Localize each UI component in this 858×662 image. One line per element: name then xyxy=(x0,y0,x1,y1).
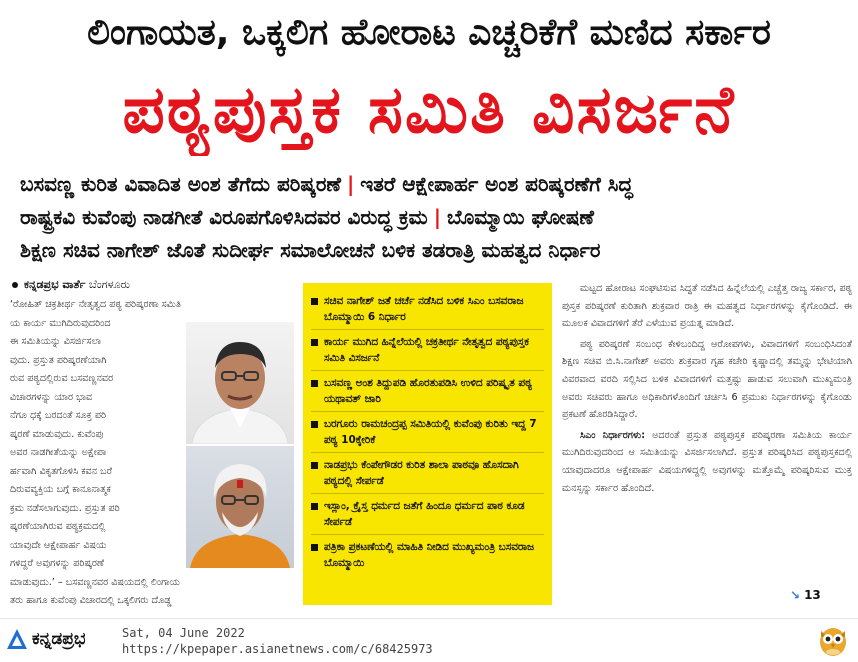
square-bullet-icon xyxy=(311,544,318,551)
highlight-text: ಸಚಿವ ನಾಗೇಶ್ ಜತೆ ಚರ್ಚೆ ನಡೆಸಿದ ಬಳಿಕ ಸಿಎಂ ಬಸವರಾಜ ಬೊಮ್ಮಾಯಿ 6 ನಿರ್ಧಾರ xyxy=(324,295,524,323)
headline-kicker: ಲಿಂಗಾಯತ, ಒಕ್ಕಲಿಗ ಹೋರಾಟ ಎಚ್ಚರಿಕೆಗೆ ಮಣಿದ ಸರ್ಕಾರ xyxy=(87,12,771,53)
right-paragraph-1: ಮಟ್ಟದ ಹೋರಾಟ ಸಂಘಟಿಸುವ ಸಿದ್ಧತೆ ನಡೆಸಿದ ಹಿನ್ನೆಲೆಯಲ್ಲಿ ಎಚ್ಚೆತ್ತ ರಾಜ್ಯ ಸರ್ಕಾರ, ಪಠ್ಯ ಪುಸ್ತಕ ಪರಿಷ್ಕರಣೆ ಕುರಿತಾಗಿ ಶುಕ್ರವಾರ ರಾತ್ರಿ ಈ ಮಹತ್ವದ ನಿರ್ಧಾರಗಳನ್ನು ಕೈಗೊಂಡಿದೆ. ಈ ಮೂಲಕ ವಿವಾದಗಳಿಗೆ ತೆರೆ ಎಳೆಯುವ ಪ್ರಯತ್ನ ಮಾಡಿದೆ. xyxy=(562,283,852,330)
byline xyxy=(10,274,300,296)
highlight-item xyxy=(311,371,544,412)
left-column-line: ಯಾವುದೇ ಆಕ್ಷೇಪಾರ್ಹ ವಿಷಯ xyxy=(10,539,107,551)
left-column-line: ಅವರ ನಾಡಗೀತೆಯನ್ನು ಅಕ್ಷೇಪಾ xyxy=(10,447,107,458)
left-column-line: ರ್ಹವಾಗಿ ವಿಕೃತಗೊಳಿಸಿ ಕವನ ಬರೆ xyxy=(10,465,113,477)
decisions-text: ಅದರಂತೆ ಪ್ರಸ್ತುತ ಪಠ್ಯಪುಸ್ತಕ ಪರಿಷ್ಕರಣಾ ಸಮಿತಿಯ ಕಾರ್ಯ ಮುಗಿದಿರುವುದರಿಂದ ಆ ಸಮಿತಿಯನ್ನು ವಿಸರ್ಜಿಸಲಾಗಿದೆ. ಪ್ರಸ್ತುತ ಪರಿಷ್ಕರಿಸಿದ ಪಠ್ಯಪುಸ್ತಕದಲ್ಲಿ ಯಾವುದಾದರೂ ಆಕ್ಷೇಪಾರ್ಹ ವಿಷಯಗಳಿದ್ದಲ್ಲಿ ಅವುಗಳನ್ನು ಮತ್ತೊಮ್ಮೆ ಪರಿಷ್ಕರಿಸುವ ಮುಕ್ತ ಮನಸ್ಸನ್ನು ಸರ್ಕಾರ ಹೊಂದಿದೆ. xyxy=(562,429,852,494)
subhead-line-2 xyxy=(20,201,840,234)
left-column-line: ಮಾಡುವುದು.’ – ಬಸವಣ್ಣನವರ ವಿಷಯದಲ್ಲಿ ಲಿಂಗಾಯ xyxy=(10,576,180,588)
footer xyxy=(0,618,858,662)
left-column-line: ‘ರೋಹಿತ್ ಚಕ್ರತೀರ್ಥ ನೇತೃತ್ವದ ಪಠ್ಯ ಪರಿಷ್ಕರಣಾ ಸಮಿತಿ xyxy=(10,299,182,310)
highlight-text: ಬರಗೂರು ರಾಮಚಂದ್ರಪ್ಪ ಸಮಿತಿಯಲ್ಲಿ ಕುವೆಂಪು ಕುರಿತು ಇದ್ದ 7 ಪಠ್ಯ 10ಕ್ಕೇರಿಕೆ xyxy=(324,418,537,446)
square-bullet-icon xyxy=(311,462,318,469)
square-bullet-icon xyxy=(311,298,318,305)
left-column-line: ಷ್ಕರಣೆ ಮಾಡುವುದು. ಕುವೆಂಪು xyxy=(10,428,104,440)
highlight-text: ಬಸವಣ್ಣ ಅಂಶ ತಿದ್ದುಪಡಿ ಹೊರತುಪಡಿಸಿ ಉಳಿದ ಪರಿಷ್ಕೃತ ಪಠ್ಯ ಯಥಾವತ್ ಜಾರಿ xyxy=(324,377,532,405)
square-bullet-icon xyxy=(311,503,318,510)
cm-portrait-photo xyxy=(186,322,294,444)
square-bullet-icon xyxy=(311,339,318,346)
highlight-item xyxy=(311,289,544,330)
decisions-lead: ಸಿಎಂ ನಿರ್ಧಾರಗಳು: xyxy=(580,429,646,441)
highlights-box xyxy=(303,283,552,605)
byline-place: ಬೆಂಗಳೂರು xyxy=(88,278,130,291)
highlight-text: ಕಾರ್ಯ ಮುಗಿದ ಹಿನ್ನೆಲೆಯಲ್ಲಿ ಚಕ್ರತೀರ್ಥ ನೇತೃತ್ವದ ಪಠ್ಯಪುಸ್ತಕ ಸಮಿತಿ ವಿಸರ್ಜನೆ xyxy=(324,336,529,364)
highlight-item xyxy=(311,330,544,371)
edition-url-link[interactable]: https://kpepaper.asianetnews.com/c/68425973 xyxy=(122,642,433,656)
right-column xyxy=(562,280,852,606)
bullet-dot-icon xyxy=(12,282,18,288)
byline-source: ಕನ್ನಡಪ್ರಭ ವಾರ್ತೆ xyxy=(24,278,86,291)
owl-icon[interactable] xyxy=(818,623,848,657)
left-column-line: ಷ್ಕರಣೆಯಾಗಿರುವ ಪಠ್ಯಕ್ರಮದಲ್ಲಿ xyxy=(10,521,106,532)
page-number[interactable] xyxy=(790,586,850,604)
kannadaprabha-logo[interactable] xyxy=(6,626,85,652)
left-column-line: ದಿರುವವ್ಯಕ್ತಿಯ ಬಗ್ಗೆ ಕಾನೂನಾತ್ಮಕ xyxy=(10,484,111,495)
highlight-item xyxy=(311,535,544,575)
subhead-2a: ರಾಷ್ಟ್ರಕವಿ ಕುವೆಂಪು ನಾಡಗೀತೆ ವಿರೂಪಗೊಳಿಸಿದವರ ವಿರುದ್ಧ ಕ್ರಮ xyxy=(20,205,428,229)
right-paragraph-3 xyxy=(562,427,852,497)
left-column-line: ವುದು. ಪ್ರಸ್ತುತ ಪರಿಷ್ಕರಣೆಯಾಗಿ xyxy=(10,354,107,366)
subhead-separator: | xyxy=(346,172,355,196)
subhead-separator: | xyxy=(433,205,442,229)
subhead-1b: ಇತರೆ ಆಕ್ಷೇಪಾರ್ಹ ಅಂಶ ಪರಿಷ್ಕರಣೆಗೆ ಸಿದ್ಧ xyxy=(360,172,633,196)
headline-main: ಪಠ್ಯಪುಸ್ತಕ ಸಮಿತಿ ವಿಸರ್ಜನೆ xyxy=(122,71,736,148)
page-number-value: 13 xyxy=(804,588,821,602)
arrow-down-right-icon: ↘ xyxy=(790,588,801,602)
highlight-item xyxy=(311,494,544,535)
right-paragraph-2: ಪಠ್ಯ ಪರಿಷ್ಕರಣೆ ಸಂಬಂಧ ಕೇಳಿಬಂದಿದ್ದ ಆರೋಪಗಳು, ವಿವಾದಗಳಿಗೆ ಸಂಬಂಧಿಸಿದಂತೆ ಶಿಕ್ಷಣ ಸಚಿವ ಬಿ.ಸಿ.ನಾಗೇಶ್ ಅವರು ಶುಕ್ರವಾರ ಗೃಹ ಕಚೇರಿ ಕೃಷ್ಣಾದಲ್ಲಿ ತಮ್ಮನ್ನು ಭೇಟಿಯಾಗಿ ವಿವರವಾದ ವರದಿ ಸಲ್ಲಿಸಿದ ಬಳಿಕ ವಿವಾದಗಳಿಗೆ ಮತ್ತಷ್ಟು ಹಾಡುವ ಸಲುವಾಗಿ ಮುಖ್ಯಮಂತ್ರಿ ಅವರು ಸಚಿವರು ಹಾಗೂ ಅಧಿಕಾರಿಗಳೊಂದಿಗೆ ಚರ್ಚಿಸಿ 6 ಪ್ರಮುಖ ನಿರ್ಧಾರಗಳನ್ನು ಕೈಗೊಂಡು ಪ್ರಕಟಣೆ ಹೊರಡಿಸಿದ್ದಾರೆ. xyxy=(562,338,852,421)
subhead-line-1 xyxy=(20,168,840,201)
left-column-line: ಯ ಕಾರ್ಯ ಮುಗಿದಿರುವುದರಿಂದ xyxy=(10,317,111,329)
edition-meta xyxy=(122,625,542,657)
left-column-line: ಗಳಿದ್ದರೆ ಅವುಗಳನ್ನು ಪರಿಷ್ಕರಣೆ xyxy=(10,558,104,569)
minister-portrait-photo xyxy=(186,446,294,568)
subhead-1a: ಬಸವಣ್ಣ ಕುರಿತ ವಿವಾದಿತ ಅಂಶ ತೆಗೆದು ಪರಿಷ್ಕರಣೆ xyxy=(20,172,341,196)
left-column-line: ತರು ಹಾಗೂ ಕುವೆಂಪು ವಿಚಾರದಲ್ಲಿ ಒಕ್ಕಲಿಗರು ದೊಡ್ಡ xyxy=(10,595,172,606)
left-column-line: ಕ್ರಮ ನಡೆಸಲಾಗುವುದು. ಪ್ರಸ್ತುತ ಪರಿ xyxy=(10,502,120,514)
subheads xyxy=(20,168,840,267)
left-column-line: ನೆಗೂ ಧಕ್ಕೆ ಬರದಂತೆ ಸೂಕ್ತ ಪರಿ xyxy=(10,410,107,421)
logo-triangle-icon xyxy=(6,628,28,650)
left-column-line: ವಿಚಾರಗಳನ್ನು ಯಾರ ಭಾವ xyxy=(10,391,93,403)
highlight-text: ಪತ್ರಿಕಾ ಪ್ರಕಟಣೆಯಲ್ಲಿ ಮಾಹಿತಿ ನೀಡಿದ ಮುಖ್ಯಮಂತ್ರಿ ಬಸವರಾಜ ಬೊಮ್ಮಾಯಿ xyxy=(324,541,535,569)
left-column-line: ರುವ ಪಠ್ಯದಲ್ಲಿರುವ ಬಸವಣ್ಣನವರ xyxy=(10,373,114,384)
highlight-text: ಇಸ್ಲಾಂ, ಕ್ರೈಸ್ತ ಧರ್ಮದ ಜತೆಗೆ ಹಿಂದೂ ಧರ್ಮದ ಪಾಠ ಕೂಡ ಸೇರ್ಪಡೆ xyxy=(324,500,525,528)
highlight-item xyxy=(311,412,544,453)
highlight-text: ನಾಡಪ್ರಭು ಕೆಂಪೇಗೌಡರ ಕುರಿತ ಶಾಲಾ ಪಾಠವೂ ಹೊಸದಾಗಿ ಪಠ್ಯದಲ್ಲಿ ಸೇರ್ಪಡೆ xyxy=(324,459,519,487)
square-bullet-icon xyxy=(311,421,318,428)
highlight-item xyxy=(311,453,544,494)
left-column-line: ಈ ಸಮಿತಿಯನ್ನು ವಿಸರ್ಜಿಸಲಾ xyxy=(10,336,102,347)
square-bullet-icon xyxy=(311,380,318,387)
edition-date: Sat, 04 June 2022 xyxy=(122,626,245,640)
brand-name: ಕನ್ನಡಪ್ರಭ xyxy=(32,629,86,649)
subhead-2b: ಬೊಮ್ಮಾಯಿ ಘೋಷಣೆ xyxy=(447,205,594,229)
subhead-line-3: ಶಿಕ್ಷಣ ಸಚಿವ ನಾಗೇಶ್ ಜೊತೆ ಸುದೀರ್ಘ ಸಮಾಲೋಚನೆ ಬಳಿಕ ತಡರಾತ್ರಿ ಮಹತ್ವದ ನಿರ್ಧಾರ xyxy=(20,238,601,262)
